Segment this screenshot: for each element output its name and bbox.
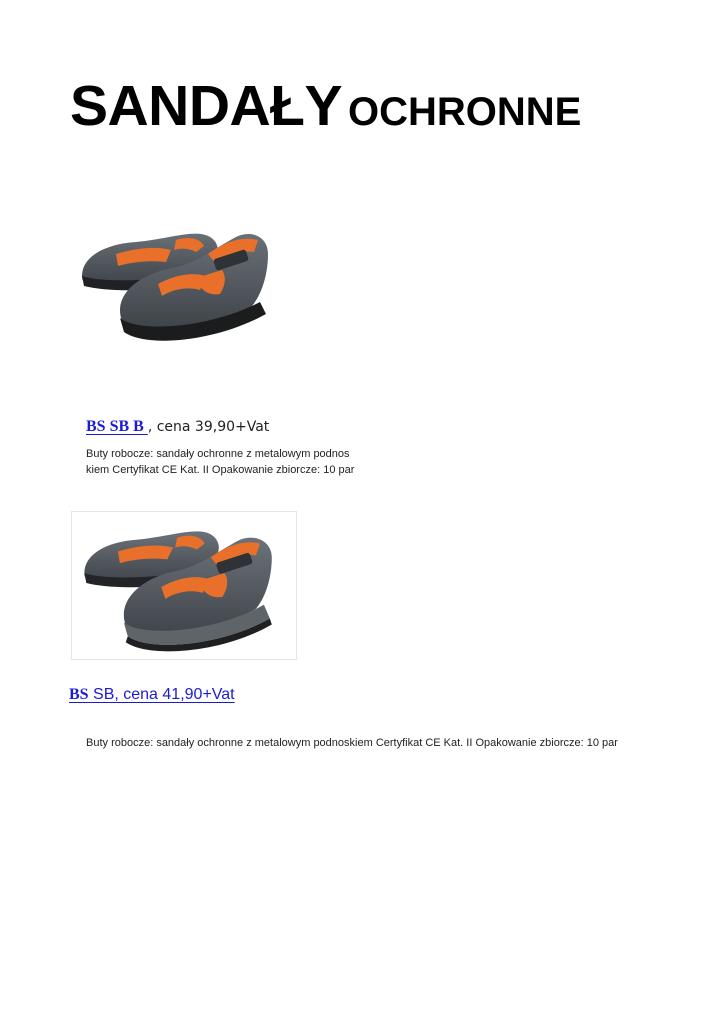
product-1-description-line-1: Buty robocze: sandały ochronne z metalowym podnos bbox=[86, 448, 350, 460]
product-image-1 bbox=[76, 214, 286, 349]
product-1-link[interactable]: BS SB B bbox=[86, 418, 148, 435]
title-secondary: OCHRONNE bbox=[348, 90, 582, 134]
product-image-2 bbox=[71, 511, 297, 660]
product-1-heading bbox=[86, 418, 269, 436]
title-main: SANDAŁY bbox=[70, 74, 343, 138]
product-2-link[interactable]: BS bbox=[69, 686, 89, 703]
product-2-description: Buty robocze: sandały ochronne z metalowym podnoskiem Certyfikat CE Kat. II Opakowanie zbiorcze: 10 par bbox=[86, 737, 618, 749]
product-2-heading bbox=[69, 686, 235, 704]
product-2-price[interactable]: SB, cena 41,90+Vat bbox=[88, 686, 235, 703]
product-1-price: , cena 39,90+Vat bbox=[147, 419, 270, 435]
product-1-description-line-2: kiem Certyfikat CE Kat. II Opakowanie zbiorcze: 10 par bbox=[86, 464, 355, 476]
product-1-description bbox=[86, 446, 406, 478]
page-title bbox=[70, 74, 582, 138]
